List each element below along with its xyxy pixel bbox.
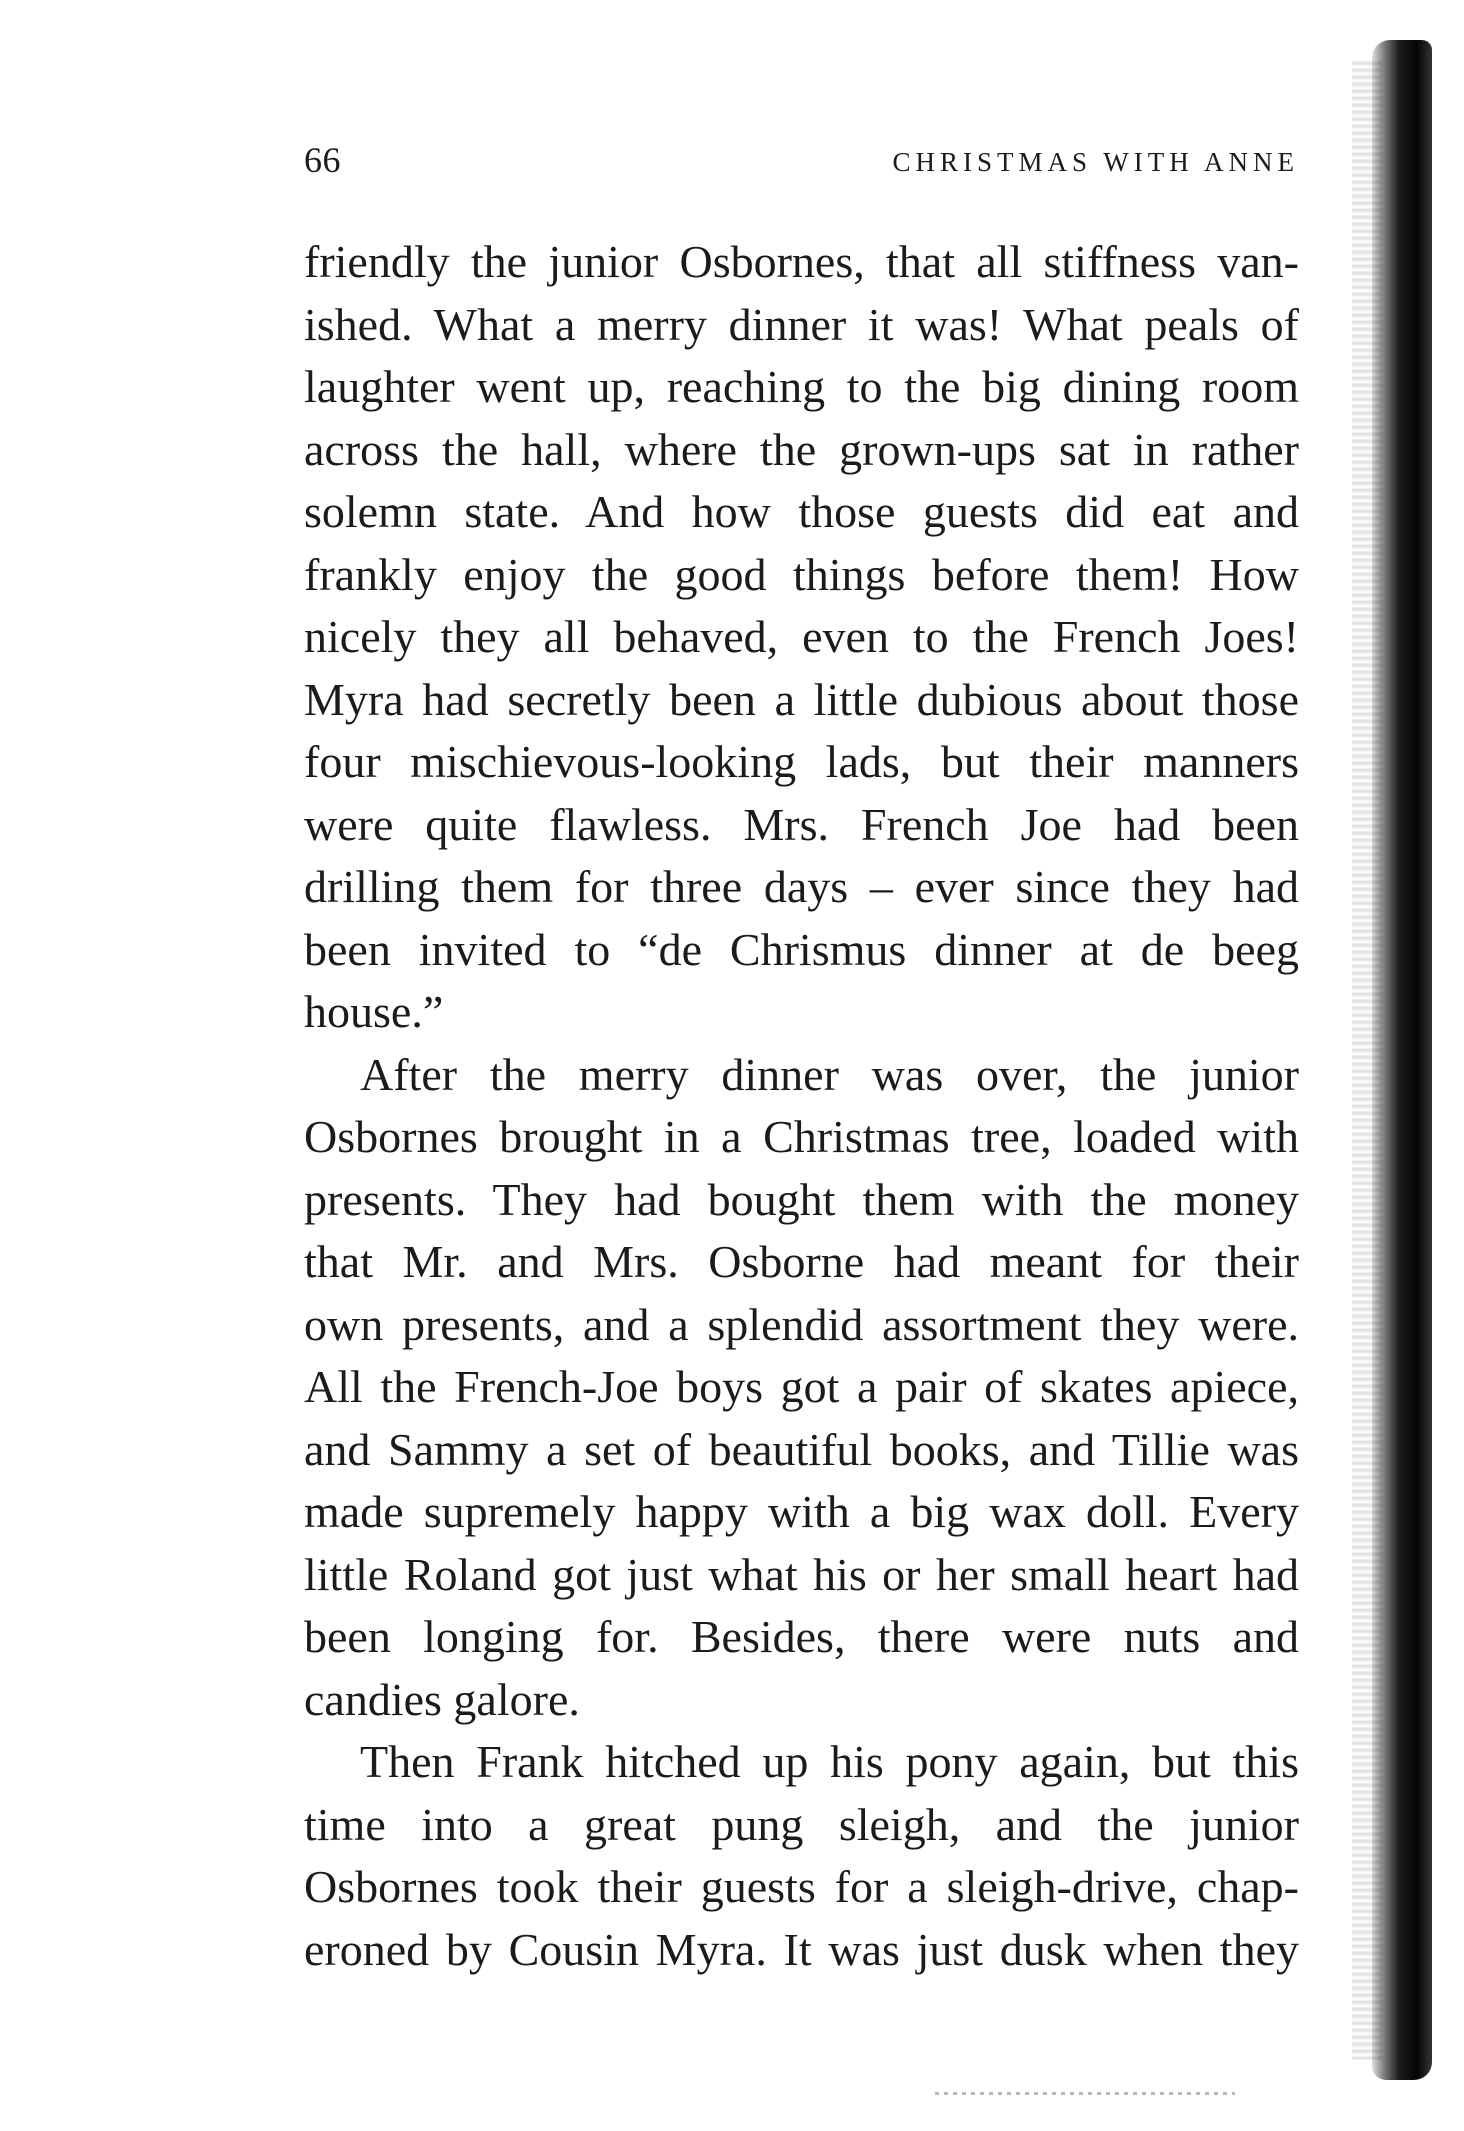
- text-line: own presents, and a splendid assortment they were.: [304, 1298, 1299, 1350]
- text-line: made supremely happy with a big wax doll. Every: [304, 1486, 1299, 1537]
- running-head: CHRISTMAS WITH ANNE: [892, 147, 1299, 177]
- text-line: time into a great pung sleigh, and the junior: [304, 1798, 1299, 1850]
- scan-speckle: [1352, 60, 1382, 2060]
- text-line: ished. What a merry dinner it was! What peals of: [304, 298, 1299, 350]
- text-line: Myra had secretly been a little dubious about those: [304, 673, 1299, 725]
- text-line: across the hall, where the grown-ups sat in rather: [304, 423, 1299, 475]
- text-line: were quite flawless. Mrs. French Joe had been: [304, 798, 1299, 850]
- text-line: frankly enjoy the good things before them! How: [304, 548, 1299, 600]
- text-line: been longing for. Besides, there were nuts and: [304, 1611, 1299, 1662]
- text-line: little Roland got just what his or her small heart had: [304, 1548, 1299, 1600]
- text-line: Osbornes brought in a Christmas tree, loaded with: [304, 1111, 1299, 1162]
- text-line: Osbornes took their guests for a sleigh-drive, chap-: [304, 1861, 1299, 1912]
- scan-speckle-bottom: [935, 2092, 1235, 2095]
- text-line: been invited to “de Chrismus dinner at de beeg: [304, 923, 1299, 975]
- text-line: solemn state. And how those guests did eat and: [304, 486, 1299, 537]
- text-line: Then Frank hitched up his pony again, but this: [360, 1736, 1299, 1787]
- text-line: laughter went up, reaching to the big dining room: [304, 361, 1299, 412]
- text-line: drilling them for three days – ever since they had: [304, 861, 1299, 912]
- text-line: eroned by Cousin Myra. It was just dusk when they: [304, 1923, 1299, 1975]
- text-line: that Mr. and Mrs. Osborne had meant for their: [304, 1236, 1299, 1287]
- text-line: presents. They had bought them with the money: [304, 1173, 1299, 1225]
- text-line: After the merry dinner was over, the junior: [360, 1048, 1299, 1100]
- page-header: [304, 140, 1299, 184]
- text-line: and Sammy a set of beautiful books, and Tillie was: [304, 1423, 1299, 1475]
- page-number: 66: [304, 140, 341, 180]
- text-line: nicely they all behaved, even to the French Joes!: [304, 611, 1299, 662]
- text-line: All the French-Joe boys got a pair of skates apiece,: [304, 1361, 1299, 1412]
- text-line: candies galore.: [304, 1673, 580, 1725]
- text-line: friendly the junior Osbornes, that all stiffness van-: [304, 236, 1299, 287]
- text-line: four mischievous-looking lads, but their manners: [304, 736, 1299, 787]
- text-line: house.”: [304, 986, 444, 1037]
- body-text: [304, 231, 1299, 1981]
